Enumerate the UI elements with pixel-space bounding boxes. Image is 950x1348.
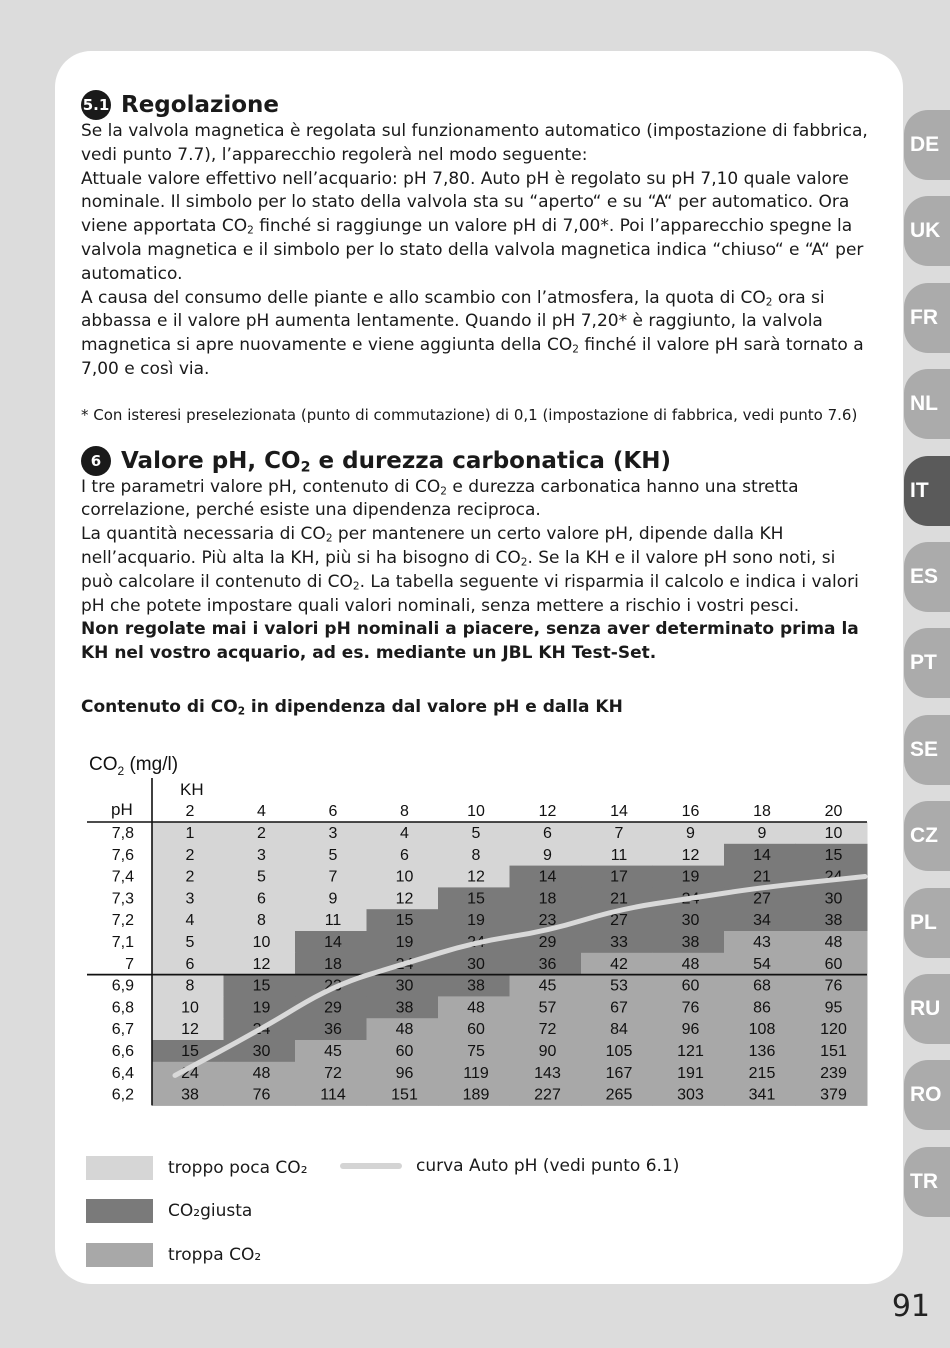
ph-row-label: 6,2 bbox=[111, 1086, 134, 1104]
table-cell-value: 57 bbox=[538, 999, 557, 1017]
table-cell-value: 48 bbox=[252, 1064, 271, 1082]
table-cell-value: 5 bbox=[471, 825, 481, 842]
table-cell-value: 379 bbox=[820, 1086, 847, 1104]
table-cell-value: 72 bbox=[324, 1064, 342, 1082]
table-cell-value: 60 bbox=[681, 977, 700, 995]
table-cell-value: 60 bbox=[467, 1021, 485, 1039]
table-cell-value: 23 bbox=[538, 912, 557, 930]
table-cell-value: 48 bbox=[681, 955, 700, 973]
ph-row-label: 6,7 bbox=[111, 1021, 134, 1039]
table-cell-value: 96 bbox=[395, 1064, 414, 1082]
table-cell-value: 151 bbox=[391, 1086, 418, 1104]
table-cell-value: 24 bbox=[467, 934, 485, 951]
table-cell-value: 6 bbox=[400, 846, 409, 864]
table-cell-value: 19 bbox=[252, 999, 271, 1017]
legend-curve bbox=[340, 1156, 679, 1176]
table-cell-value: 60 bbox=[824, 955, 843, 973]
table-cell-value: 34 bbox=[753, 912, 771, 930]
legend-swatch-dark bbox=[86, 1199, 153, 1223]
table-cell-value: 23 bbox=[324, 977, 342, 995]
ph-axis-label: pH bbox=[111, 800, 133, 819]
table-cell-value: 75 bbox=[467, 1043, 485, 1060]
table-cell-value: 303 bbox=[677, 1086, 704, 1104]
kh-column-label: 8 bbox=[400, 803, 409, 820]
kh-column-label: 10 bbox=[467, 803, 485, 820]
paragraph: Attuale valore effettivo nell’acquario: pH 7,80. Auto pH è regolato su pH 7,10 quale valore nominale. Il simbolo per lo stato della valvola sta su “aperto“ e su “A“ per automatico. Ora viene apportata $CO_2$ finché si raggiunge un valore pH di 7,00*. Poi l’apparecchio spegne la valvola magnetica e il simbolo per lo stato della valvola magnetica indica “chiuso“ e “A“ per automatico. bbox=[81, 168, 864, 284]
table-cell-value: 15 bbox=[467, 890, 485, 908]
kh-column-label: 2 bbox=[185, 803, 195, 820]
section-number-badge: 6 bbox=[81, 446, 111, 476]
table-cell-value: 15 bbox=[824, 846, 843, 864]
table-cell-value: 15 bbox=[181, 1043, 199, 1060]
warning-text: Non regolate mai i valori pH nominali a piacere, senza aver determinato prima la KH nel vostro acquario, ad es. mediante un JBL KH Test-Set. bbox=[81, 619, 859, 664]
table-cell-value: 30 bbox=[395, 977, 414, 995]
table-cell-value: 21 bbox=[753, 868, 771, 886]
table-cell-value: 12 bbox=[252, 955, 271, 973]
table-cell-value: 3 bbox=[257, 846, 266, 864]
table-cell-value: 43 bbox=[753, 934, 771, 951]
table-cell-value: 11 bbox=[324, 912, 342, 930]
tab-it[interactable]: IT bbox=[904, 456, 950, 526]
table-cell-value: 45 bbox=[324, 1043, 342, 1060]
table-cell-value: 189 bbox=[462, 1086, 490, 1104]
table-cell-value: 2 bbox=[185, 868, 195, 886]
table-cell-value: 136 bbox=[748, 1043, 776, 1060]
table-cell-value: 9 bbox=[757, 825, 767, 842]
table-cell-value: 48 bbox=[395, 1021, 414, 1039]
table-cell-value: 11 bbox=[610, 846, 628, 864]
table-cell-value: 4 bbox=[185, 912, 195, 930]
ph-row-label: 7,2 bbox=[111, 912, 134, 930]
table-cell-value: 96 bbox=[681, 1021, 700, 1039]
table-cell-value: 143 bbox=[534, 1064, 561, 1082]
table-cell-value: 19 bbox=[467, 912, 485, 930]
table-cell-value: 76 bbox=[252, 1086, 271, 1104]
tab-se[interactable]: SE bbox=[904, 715, 950, 785]
table-cell-value: 24 bbox=[252, 1021, 271, 1039]
table-cell-value: 1 bbox=[185, 825, 195, 842]
table-cell-value: 30 bbox=[252, 1043, 271, 1060]
kh-column-label: 18 bbox=[753, 803, 771, 820]
table-cell-value: 265 bbox=[605, 1086, 633, 1104]
table-cell-value: 76 bbox=[824, 977, 843, 995]
table-cell-value: 8 bbox=[185, 977, 195, 995]
legend-swatch-light bbox=[86, 1156, 153, 1180]
table-cell-value: 341 bbox=[748, 1086, 776, 1104]
paragraph: A causa del consumo delle piante e allo scambio con l’atmosfera, la quota di $CO_2$ ora si abbassa e il valore pH aumenta lentamente. Quando il pH 7,20* è raggiunto, la valvola magnetica si apre nuovamente e viene aggiunta della $CO_2$ finché il valore pH sarà tornato a 7,00 e così via. bbox=[81, 287, 864, 379]
ph-row-label: 7 bbox=[125, 955, 134, 973]
table-cell-value: 17 bbox=[610, 868, 628, 886]
table-cell-value: 10 bbox=[181, 999, 199, 1017]
tab-fr[interactable]: FR bbox=[904, 283, 950, 353]
table-cell-value: 53 bbox=[610, 977, 628, 995]
table-cell-value: 12 bbox=[395, 890, 414, 908]
table-cell-value: 121 bbox=[677, 1043, 704, 1060]
ph-row-label: 7,8 bbox=[111, 825, 134, 842]
table-cell-value: 12 bbox=[181, 1021, 199, 1039]
table-cell-value: 14 bbox=[538, 868, 557, 886]
table-cell-value: 7 bbox=[328, 868, 338, 886]
table-cell-value: 18 bbox=[324, 955, 342, 973]
tab-cz[interactable]: CZ bbox=[904, 801, 950, 871]
table-cell-value: 191 bbox=[677, 1064, 704, 1082]
legend-too-little: troppo poca CO ₂ bbox=[86, 1156, 308, 1180]
legend-swatch-medium bbox=[86, 1243, 153, 1267]
table-cell-value: 3 bbox=[185, 890, 195, 908]
table-cell-value: 36 bbox=[538, 955, 557, 973]
table-cell-value: 21 bbox=[610, 890, 628, 908]
table-cell-value: 14 bbox=[324, 934, 342, 951]
ph-row-label: 6,9 bbox=[111, 977, 134, 995]
paragraph: Se la valvola magnetica è regolata sul funzionamento automatico (impostazione di fabbrica, vedi punto 7.7), l’apparecchio regolerà nel modo seguente: bbox=[81, 121, 868, 165]
table-cell-value: 14 bbox=[753, 846, 771, 864]
table-cell-value: 15 bbox=[252, 977, 271, 995]
table-cell-value: 4 bbox=[400, 825, 409, 842]
table-cell-value: 24 bbox=[824, 868, 843, 886]
ph-row-label: 6,4 bbox=[111, 1064, 134, 1082]
table-cell-value: 27 bbox=[610, 912, 628, 930]
tab-uk[interactable]: UK bbox=[904, 196, 950, 266]
table-cell-value: 48 bbox=[467, 999, 485, 1017]
table-cell-value: 33 bbox=[610, 934, 628, 951]
table-cell-value: 36 bbox=[324, 1021, 342, 1039]
kh-column-label: 4 bbox=[257, 803, 266, 820]
table-cell-value: 24 bbox=[395, 955, 414, 973]
legend-right: CO ₂ giusta bbox=[86, 1199, 252, 1223]
table-cell-value: 9 bbox=[686, 825, 695, 842]
table-cell-value: 27 bbox=[753, 890, 771, 908]
table-cell-value: 8 bbox=[257, 912, 266, 930]
section-title: Regolazione bbox=[121, 92, 280, 118]
table-cell-value: 6 bbox=[257, 890, 266, 908]
section-title: Valore pH, $CO_2$ e durezza carbonatica (KH) bbox=[121, 447, 672, 476]
table-cell-value: 10 bbox=[395, 868, 414, 886]
page-number: 91 bbox=[891, 1289, 930, 1324]
table-cell-value: 8 bbox=[471, 846, 481, 864]
table-cell-value: 45 bbox=[538, 977, 557, 995]
table-cell-value: 9 bbox=[328, 890, 338, 908]
table-cell-value: 12 bbox=[467, 868, 485, 886]
table-cell-value: 2 bbox=[185, 846, 195, 864]
kh-column-label: 20 bbox=[824, 803, 843, 820]
kh-axis-label: KH bbox=[180, 780, 204, 799]
table-cell-value: 19 bbox=[681, 868, 700, 886]
tab-pt[interactable]: PT bbox=[904, 628, 950, 698]
legend-label: troppa CO bbox=[168, 1245, 255, 1265]
tab-ro[interactable]: RO bbox=[904, 1060, 950, 1130]
table-cell-value: 38 bbox=[181, 1086, 199, 1104]
table-cell-value: 7 bbox=[614, 825, 624, 842]
table-cell-value: 90 bbox=[538, 1043, 557, 1060]
chart-title: $CO_2$ (mg/l) bbox=[89, 754, 179, 778]
table-cell-value: 5 bbox=[328, 846, 338, 864]
table-cell-value: 86 bbox=[753, 999, 771, 1017]
tab-nl[interactable]: NL bbox=[904, 369, 950, 439]
tab-pl[interactable]: PL bbox=[904, 888, 950, 958]
table-cell-value: 120 bbox=[820, 1021, 847, 1039]
tab-es[interactable]: ES bbox=[904, 542, 950, 612]
table-cell-value: 38 bbox=[467, 977, 485, 995]
table-cell-value: 10 bbox=[824, 825, 843, 842]
table-cell-value: 19 bbox=[395, 934, 414, 951]
table-cell-value: 167 bbox=[605, 1064, 633, 1082]
table-cell-value: 18 bbox=[538, 890, 557, 908]
table-cell-value: 60 bbox=[395, 1043, 414, 1060]
table-cell-value: 239 bbox=[820, 1064, 847, 1082]
table-cell-value: 108 bbox=[748, 1021, 776, 1039]
table-cell-value: 30 bbox=[681, 912, 700, 930]
table-cell-value: 29 bbox=[324, 999, 342, 1017]
legend-too-much: troppa CO ₂ bbox=[86, 1243, 261, 1267]
kh-column-label: 6 bbox=[328, 803, 338, 820]
ph-row-label: 6,6 bbox=[111, 1043, 134, 1060]
table-cell-value: 38 bbox=[824, 912, 843, 930]
table-cell-value: 29 bbox=[538, 934, 557, 951]
ph-row-label: 6,8 bbox=[111, 999, 134, 1017]
table-cell-value: 114 bbox=[320, 1086, 346, 1104]
section-number-badge: 5.1 bbox=[81, 90, 111, 120]
paragraph: I tre parametri valore pH, contenuto di $CO_2$ e durezza carbonatica hanno una stretta correlazione, perché esiste una dipendenza reciproca. bbox=[81, 476, 799, 521]
table-cell-value: 2 bbox=[257, 825, 266, 842]
paragraph: La quantità necessaria di $CO_2$ per mantenere un certo valore pH, dipende dalla KH nell’acquario. Più alta la KH, più si ha bisogno di $CO_2$. Se la KH e il valore pH sono noti, si può calcolare il contenuto di $CO_2$. La tabella seguente vi risparmia il calcolo e indica i valori pH che potete impostare quali valori nominali, senza mettere a rischio i vostri pesci. bbox=[81, 524, 859, 616]
tab-tr[interactable]: TR bbox=[904, 1147, 950, 1217]
table-cell-value: 24 bbox=[681, 890, 700, 908]
legend-label: troppo poca CO bbox=[168, 1158, 301, 1178]
table-cell-value: 215 bbox=[748, 1064, 776, 1082]
ph-row-label: 7,4 bbox=[111, 868, 134, 886]
table-cell-value: 38 bbox=[395, 999, 414, 1017]
table-cell-value: 15 bbox=[395, 912, 414, 930]
table-cell-value: 84 bbox=[610, 1021, 628, 1039]
table-cell-value: 30 bbox=[467, 955, 485, 973]
table-cell-value: 42 bbox=[610, 955, 628, 973]
table-cell-value: 3 bbox=[328, 825, 338, 842]
footnote: * Con isteresi preselezionata (punto di commutazione) di 0,1 (impostazione di fabbrica, vedi punto 7.6) bbox=[81, 405, 858, 424]
ph-row-label: 7,6 bbox=[111, 846, 134, 864]
legend-label: curva Auto pH (vedi punto 6.1) bbox=[416, 1156, 680, 1176]
table-cell-value: 54 bbox=[753, 955, 771, 973]
kh-column-label: 16 bbox=[681, 803, 700, 820]
table-cell-value: 48 bbox=[824, 934, 843, 951]
table-cell-value: 76 bbox=[681, 999, 700, 1017]
ph-row-label: 7,1 bbox=[111, 934, 134, 951]
legend-label: CO bbox=[168, 1201, 194, 1221]
table-cell-value: 68 bbox=[753, 977, 771, 995]
table-cell-value: 9 bbox=[543, 846, 552, 864]
table-cell-value: 151 bbox=[820, 1043, 847, 1060]
table-cell-value: 105 bbox=[605, 1043, 633, 1060]
table-cell-value: 12 bbox=[681, 846, 700, 864]
kh-column-label: 14 bbox=[610, 803, 628, 820]
table-cell-value: 38 bbox=[681, 934, 700, 951]
table-cell-value: 72 bbox=[538, 1021, 557, 1039]
table-cell-value: 24 bbox=[181, 1064, 199, 1082]
table-cell-value: 67 bbox=[610, 999, 628, 1017]
table-cell-value: 227 bbox=[534, 1086, 561, 1104]
table-cell-value: 6 bbox=[185, 955, 195, 973]
table-cell-value: 5 bbox=[257, 868, 266, 886]
tab-ru[interactable]: RU bbox=[904, 974, 950, 1044]
table-cell-value: 5 bbox=[185, 934, 195, 951]
table-title: Contenuto di $CO_2$ in dipendenza dal valore pH e dalla KH bbox=[81, 696, 623, 718]
table-cell-value: 30 bbox=[824, 890, 843, 908]
table-cell-value: 95 bbox=[824, 999, 843, 1017]
ph-row-label: 7,3 bbox=[111, 890, 134, 908]
table-cell-value: 10 bbox=[252, 934, 271, 951]
table-cell-value: 119 bbox=[463, 1064, 489, 1082]
legend-curve-swatch bbox=[340, 1163, 402, 1169]
table-cell-value: 6 bbox=[543, 825, 552, 842]
kh-column-label: 12 bbox=[538, 803, 557, 820]
tab-de[interactable]: DE bbox=[904, 110, 950, 180]
